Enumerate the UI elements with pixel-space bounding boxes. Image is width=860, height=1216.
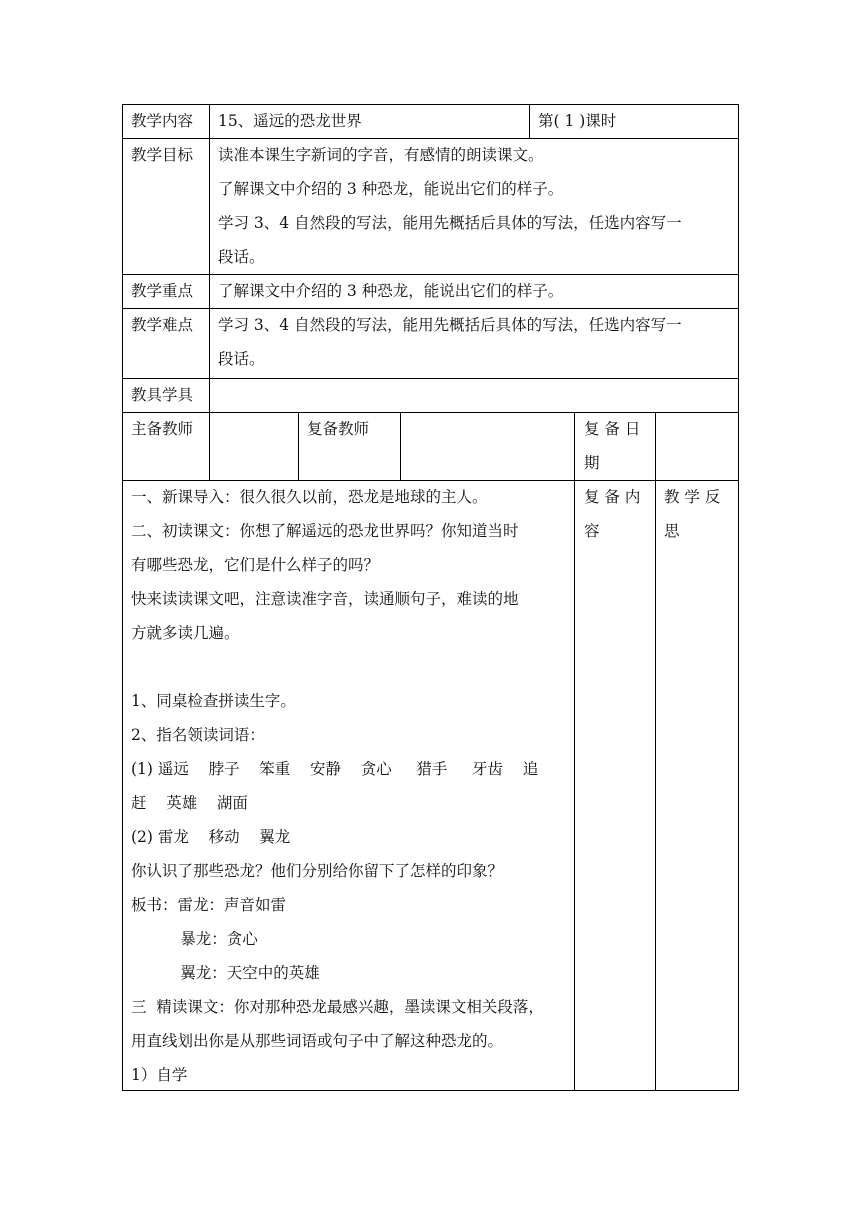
revise-label-line: 容 <box>584 522 600 540</box>
tools-label: 教具学具 <box>131 386 194 404</box>
reflection-label-line: 思 <box>664 522 680 540</box>
goal-line: 学习 3、4 自然段的写法，能用先概括后具体的写法，任选内容写一 <box>218 214 682 232</box>
reflection-label <box>664 480 720 548</box>
difficulty-line: 学习 3、4 自然段的写法，能用先概括后具体的写法，任选内容写一 <box>218 316 682 334</box>
goal-line: 段话。 <box>218 248 265 266</box>
body-line: 1）自学 <box>131 1066 188 1084</box>
prep-teacher-label: 复备教师 <box>307 420 370 438</box>
body-line: 2、指名领读词语： <box>131 726 265 744</box>
body-line: 暴龙：贪心 <box>131 930 258 948</box>
body-line: 用直线划出你是从那些词语或句子中了解这种恐龙的。 <box>131 1032 504 1050</box>
table-rule <box>574 412 575 1091</box>
table-rule <box>738 104 739 1091</box>
table-rule <box>122 378 739 379</box>
table-rule <box>209 104 210 481</box>
difficulty-text <box>218 308 733 376</box>
prep-date-label-line: 复 备 日 <box>584 420 641 438</box>
table-rule <box>122 104 123 1091</box>
prep-date-label <box>584 412 640 480</box>
body-line: (2) 雷龙 移动 翼龙 <box>131 828 291 846</box>
body-line: 翼龙：天空中的英雄 <box>131 964 320 982</box>
key-points-text: 了解课文中介绍的 3 种恐龙，能说出它们的样子。 <box>218 282 564 300</box>
table-rule <box>122 104 739 105</box>
body-line: 方就多读几遍。 <box>131 624 240 642</box>
body-line: 赶 英雄 湖面 <box>131 794 248 812</box>
lesson-body <box>131 480 571 1092</box>
table-rule <box>400 412 401 481</box>
body-line <box>131 650 571 684</box>
body-line: 有哪些恐龙，它们是什么样子的吗？ <box>131 556 380 574</box>
prep-date-label-line: 期 <box>584 454 600 472</box>
body-line: 一、新课导入：很久很久以前，恐龙是地球的主人。 <box>131 488 488 506</box>
lesson-period: 第( 1 )课时 <box>538 112 617 130</box>
key-points-label: 教学重点 <box>131 282 194 300</box>
main-teacher-label: 主备教师 <box>131 420 194 438</box>
body-line: 三 精读课文：你对那种恐龙最感兴趣，墨读课文相关段落， <box>131 998 544 1016</box>
body-line: 1、同桌检查拼读生字。 <box>131 692 296 710</box>
lesson-title: 15、遥远的恐龙世界 <box>218 112 362 130</box>
difficulty-label: 教学难点 <box>131 316 194 334</box>
body-line: (1) 遥远 脖子 笨重 安静 贪心 猎手 牙齿 追 <box>131 760 539 778</box>
difficulty-line: 段话。 <box>218 350 265 368</box>
revise-label-line: 复 备 内 <box>584 488 641 506</box>
table-rule <box>298 412 299 481</box>
goal-line: 读准本课生字新词的字音，有感情的朗读课文。 <box>218 146 544 164</box>
content-label: 教学内容 <box>131 112 194 130</box>
body-line: 二、初读课文：你想了解遥远的恐龙世界吗？你知道当时 <box>131 522 519 540</box>
body-line: 快来读读课文吧，注意读准字音，读通顺句子，难读的地 <box>131 590 519 608</box>
goals-label: 教学目标 <box>131 146 194 164</box>
body-line: 板书：雷龙：声音如雷 <box>131 896 287 914</box>
table-rule <box>122 412 739 413</box>
goals-text <box>218 138 733 274</box>
table-rule <box>529 104 530 139</box>
revise-content-label <box>584 480 640 548</box>
reflection-label-line: 教 学 反 <box>664 488 721 506</box>
body-line: 你认识了那些恐龙？他们分别给你留下了怎样的印象？ <box>131 862 504 880</box>
goal-line: 了解课文中介绍的 3 种恐龙，能说出它们的样子。 <box>218 180 564 198</box>
table-rule <box>655 412 656 1091</box>
